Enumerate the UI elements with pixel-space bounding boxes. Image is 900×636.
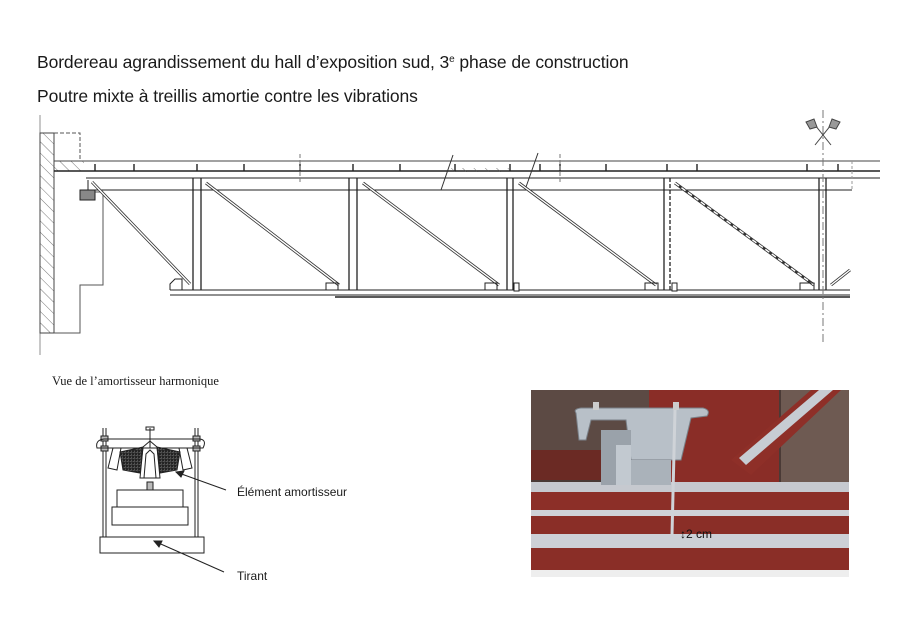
label-damping-element: Élément amortisseur bbox=[237, 485, 348, 499]
title-text-suffix: phase de construction bbox=[454, 52, 629, 72]
damper-schematic bbox=[90, 420, 320, 580]
label-tie-rod: Tirant bbox=[237, 569, 268, 583]
photo-annotation: ↕2 cm bbox=[680, 527, 713, 541]
damper-view-caption: Vue de l’amortisseur harmonique bbox=[52, 374, 219, 388]
damper-photo bbox=[531, 390, 849, 577]
document-subtitle: Poutre mixte à treillis amortie contre les vibrations bbox=[37, 86, 418, 106]
photo-illustration bbox=[531, 390, 849, 577]
title-text: Bordereau agrandissement du hall d’exposition sud, 3 bbox=[37, 52, 450, 72]
document-title bbox=[37, 52, 629, 73]
truss-elevation-drawing bbox=[0, 110, 900, 360]
title-superscript: e bbox=[449, 54, 455, 65]
